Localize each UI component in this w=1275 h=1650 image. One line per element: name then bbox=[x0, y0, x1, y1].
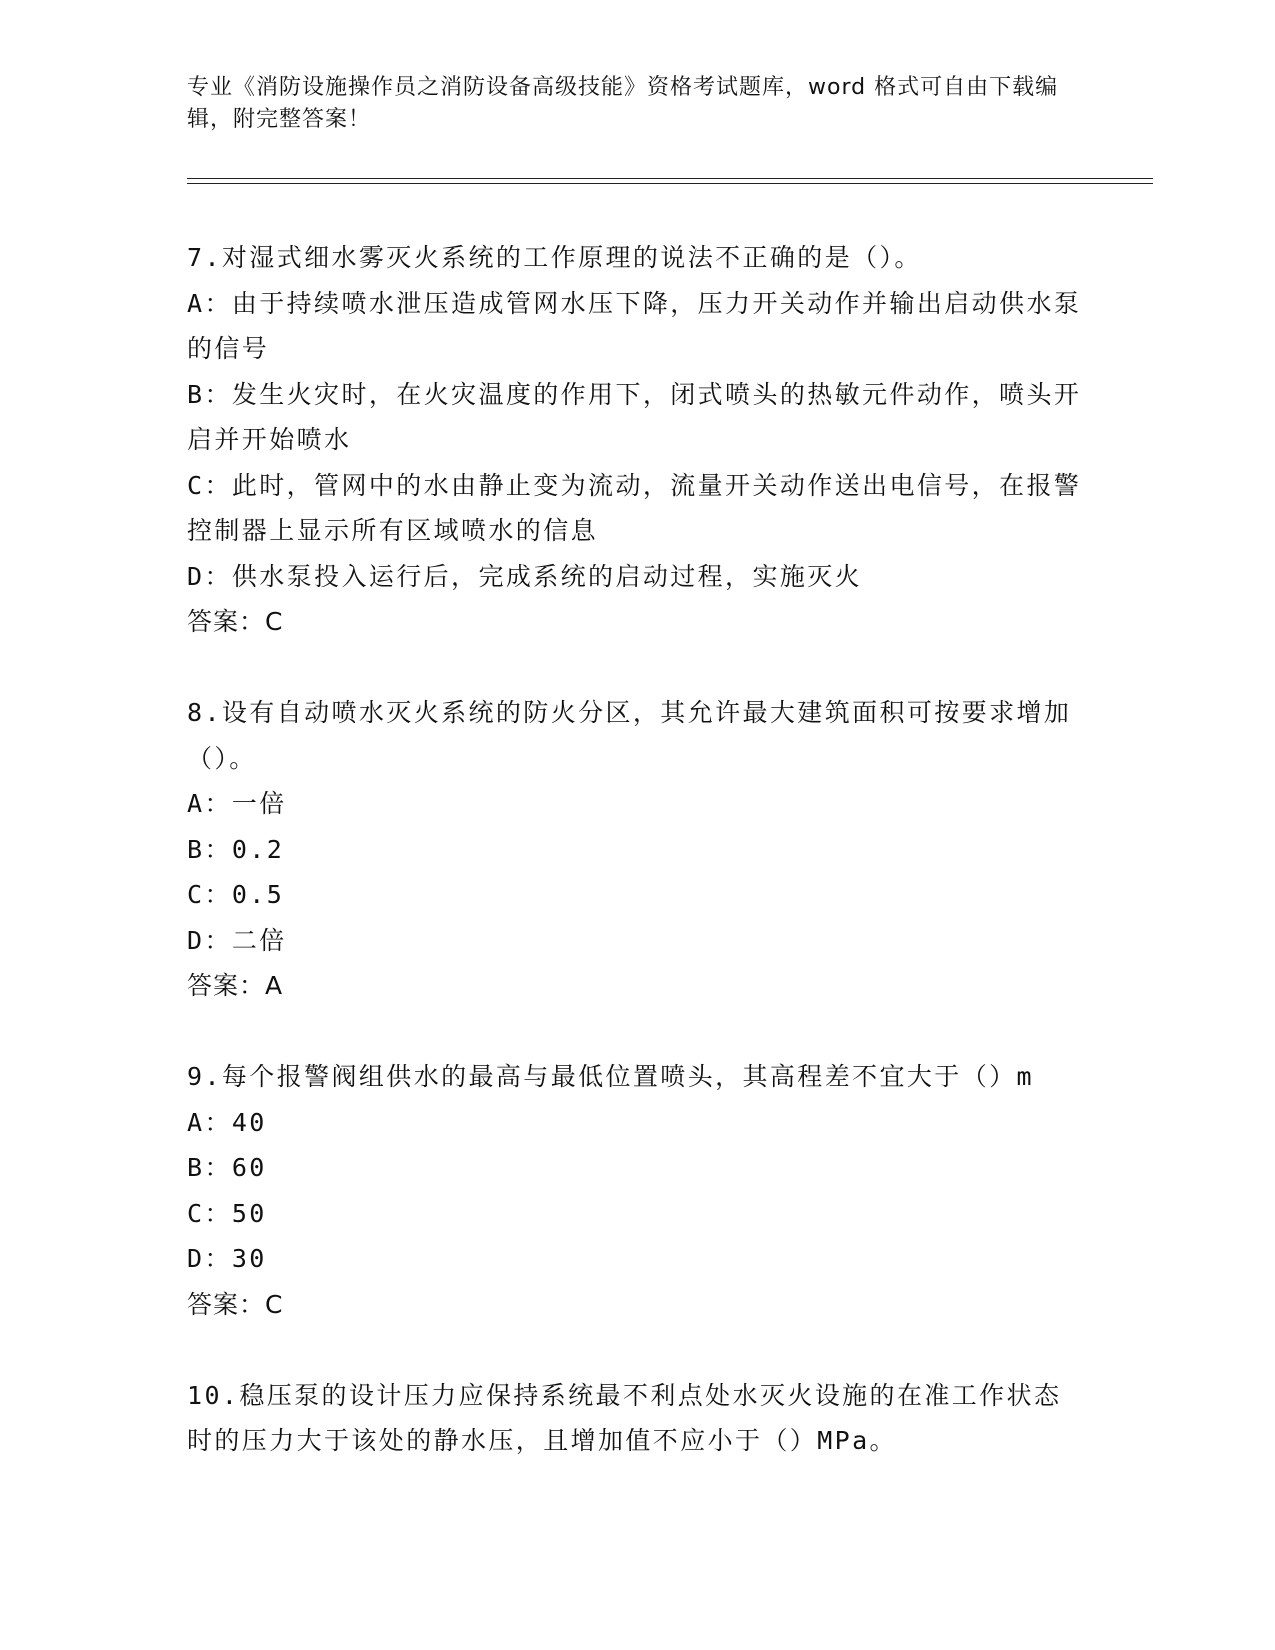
option-c: C：此时，管网中的水由静止变为流动，流量开关动作送出电信号，在报警控制器上显示所有区域喷水的信息 bbox=[187, 470, 1082, 545]
option-c: C：0.5 bbox=[187, 880, 285, 909]
question-10 bbox=[187, 1373, 1087, 1464]
option-d: D：供水泵投入运行后，完成系统的启动过程，实施灭火 bbox=[187, 561, 863, 591]
header-divider-bottom bbox=[187, 183, 1153, 184]
option-b: B：0.2 bbox=[187, 834, 285, 864]
option-a: A：一倍 bbox=[187, 789, 287, 818]
answer-line bbox=[187, 963, 1087, 1009]
answer-line bbox=[187, 599, 1087, 645]
header-divider-top bbox=[187, 178, 1153, 179]
option-a: A：由于持续喷水泄压造成管网水压下降，压力开关动作并输出启动供水泵的信号 bbox=[187, 288, 1082, 363]
option-a: A：40 bbox=[187, 1107, 267, 1137]
answer-value: A bbox=[265, 971, 284, 1000]
question-8 bbox=[187, 690, 1087, 1009]
option-b: B：发生火灾时，在火灾温度的作用下，闭式喷头的热敏元件动作，喷头开启并开始喷水 bbox=[187, 379, 1082, 454]
option-d: D：30 bbox=[187, 1244, 267, 1273]
answer-value: C bbox=[265, 607, 284, 636]
question-list bbox=[187, 235, 1087, 1509]
question-text: 9.每个报警阀组供水的最高与最低位置喷头，其高程差不宜大于（）m bbox=[187, 1062, 1034, 1091]
question-9 bbox=[187, 1054, 1087, 1327]
answer-value: C bbox=[265, 1289, 284, 1319]
header-text: 专业《消防设施操作员之消防设备高级技能》资格考试题库，word 格式可自由下载编辑，附完整答案！ bbox=[187, 75, 1059, 132]
question-7 bbox=[187, 235, 1087, 645]
option-b: B：60 bbox=[187, 1153, 267, 1182]
option-c: C：50 bbox=[187, 1198, 267, 1228]
page-header bbox=[187, 72, 1067, 136]
question-text: 8.设有自动喷水灭火系统的防火分区，其允许最大建筑面积可按要求增加（）。 bbox=[187, 698, 1072, 773]
option-d: D：二倍 bbox=[187, 925, 287, 955]
question-text: 7.对湿式细水雾灭火系统的工作原理的说法不正确的是（）。 bbox=[187, 243, 922, 272]
answer-label: 答案： bbox=[187, 1289, 266, 1319]
question-text: 10.稳压泵的设计压力应保持系统最不利点处水灭火设施的在准工作状态时的压力大于该处的静水压，且增加值不应小于（）MPa。 bbox=[187, 1380, 1062, 1455]
answer-label: 答案： bbox=[187, 607, 266, 636]
answer-label: 答案： bbox=[187, 971, 266, 1000]
answer-line bbox=[187, 1282, 1087, 1328]
